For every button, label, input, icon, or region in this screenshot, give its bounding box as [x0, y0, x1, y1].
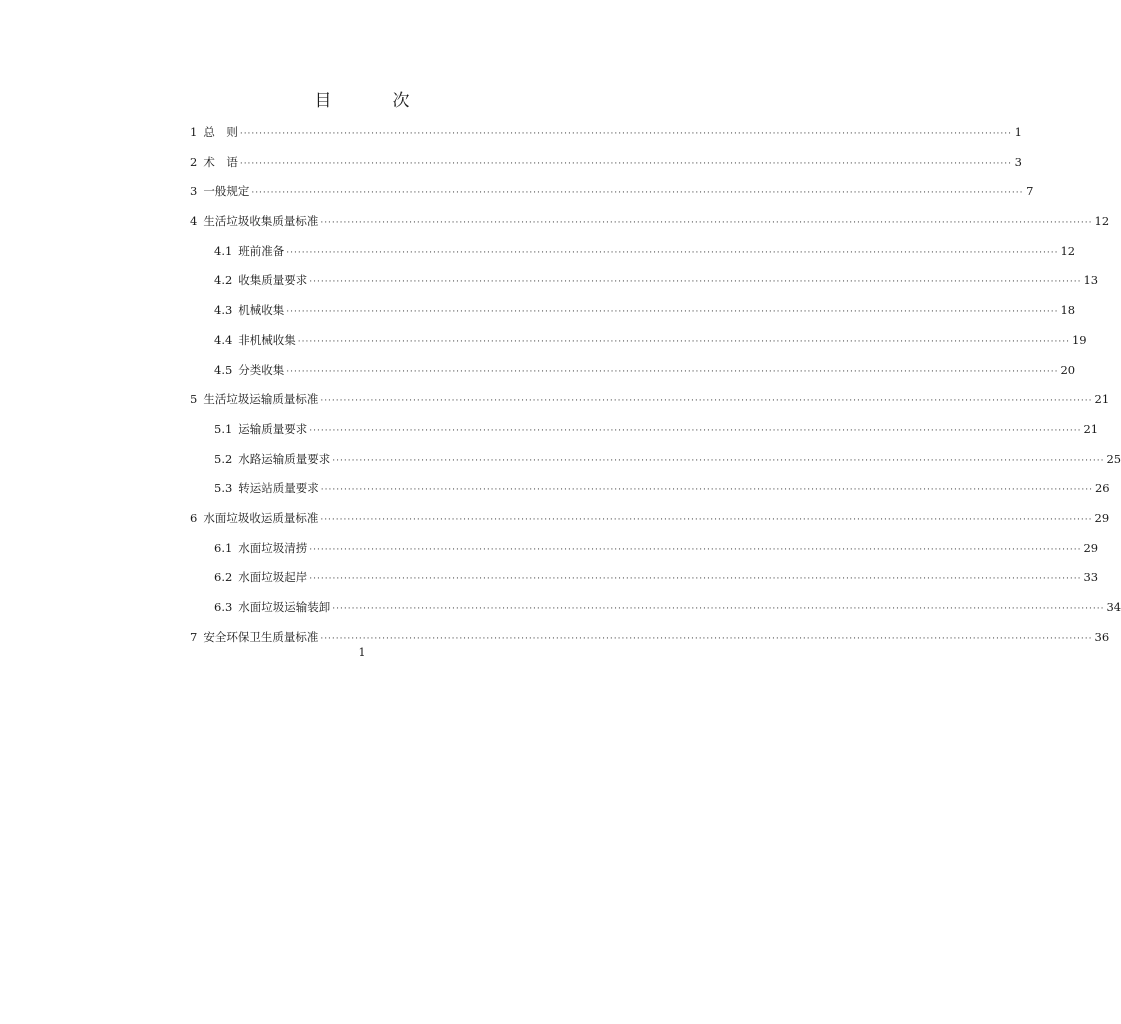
toc-entry-number: 4	[190, 214, 198, 229]
toc-entry[interactable]	[190, 385, 1110, 415]
toc-entry-number: 6.3	[214, 600, 233, 614]
toc-entry[interactable]	[190, 474, 1110, 504]
toc-entry-number: 7	[190, 629, 198, 644]
toc-dot-leader: ········································································································································································································	[251, 188, 1024, 199]
toc-entry-page: 29	[1083, 540, 1099, 555]
toc-entry-page: 36	[1094, 629, 1110, 644]
toc-entry[interactable]	[190, 415, 1099, 445]
toc-title: 目 次	[314, 91, 432, 111]
toc-entry-label: 转运站质量要求	[238, 481, 319, 496]
toc-dot-leader: ········································································································································································································	[309, 574, 1082, 585]
toc-dot-leader: ········································································································································································································	[332, 604, 1105, 614]
toc-dot-leader: ········································································································································································································	[332, 455, 1105, 466]
toc-entry-page: 3	[1014, 154, 1022, 169]
toc-entry-label: 生活垃圾收集质量标准	[203, 214, 319, 229]
toc-entry-page: 34	[1106, 600, 1121, 614]
toc-entry[interactable]	[190, 534, 1099, 564]
toc-entry-label: 水面垃圾收运质量标准	[203, 510, 319, 525]
toc-entry[interactable]	[190, 504, 1110, 534]
toc-entry-label: 一般规定	[203, 184, 250, 199]
toc-dot-leader: ········································································································································································································	[320, 218, 1093, 229]
toc-entry-label: 安全环保卫生质量标准	[203, 629, 319, 644]
toc-entry-number: 4.5	[214, 362, 233, 377]
toc-entry[interactable]	[190, 356, 1076, 386]
toc-entry[interactable]	[190, 266, 1099, 296]
toc-dot-leader: ········································································································································································································	[286, 366, 1059, 377]
toc-entry-number: 5.2	[214, 451, 233, 466]
toc-entry-number: 1	[190, 125, 198, 139]
toc-dot-leader: ········································································································································································································	[297, 336, 1070, 347]
toc-dot-leader: ········································································································································································································	[286, 307, 1059, 318]
toc-dot-leader: ········································································································································································································	[309, 277, 1082, 288]
toc-entry-page: 21	[1094, 392, 1110, 407]
toc-entry-number: 6.2	[214, 570, 233, 585]
toc-entry-number: 6.1	[214, 540, 233, 555]
toc-entry-label: 术 语	[203, 154, 238, 169]
toc-entry-number: 4.1	[214, 243, 233, 258]
toc-entry-label: 生活垃圾运输质量标准	[203, 392, 319, 407]
toc-entry-page: 20	[1060, 362, 1076, 377]
toc-entry-page: 13	[1083, 273, 1099, 288]
toc-entry-number: 3	[190, 184, 198, 199]
toc-entry-number: 5.1	[214, 421, 233, 436]
toc-dot-leader: ········································································································································································································	[239, 158, 1012, 169]
toc-entry-page: 29	[1094, 510, 1110, 525]
toc-entry[interactable]	[190, 445, 1121, 475]
toc-entry-page: 25	[1106, 451, 1121, 466]
toc-entry[interactable]	[190, 563, 1099, 593]
toc-dot-leader: ········································································································································································································	[320, 514, 1093, 525]
toc-entry[interactable]	[190, 326, 1087, 356]
toc-dot-leader: ········································································································································································································	[320, 396, 1093, 407]
toc-entry-page: 12	[1060, 243, 1076, 258]
toc-dot-leader: ········································································································································································································	[239, 129, 1012, 139]
toc-entry-page: 12	[1094, 214, 1110, 229]
toc-entry-page: 7	[1026, 184, 1034, 199]
toc-entry-page: 19	[1071, 332, 1087, 347]
toc-entry-number: 5.3	[214, 481, 233, 496]
toc-entry-label: 非机械收集	[238, 332, 296, 347]
toc-entry-label: 运输质量要求	[238, 421, 308, 436]
toc-entry-label: 收集质量要求	[238, 273, 308, 288]
toc-dot-leader: ········································································································································································································	[320, 485, 1093, 496]
toc-entry-page: 33	[1083, 570, 1099, 585]
toc-entry-number: 5	[190, 392, 198, 407]
toc-entry[interactable]	[190, 118, 1022, 148]
toc-dot-leader: ········································································································································································································	[309, 425, 1082, 436]
toc-entry-page: 1	[1014, 125, 1022, 139]
toc-dot-leader: ········································································································································································································	[320, 633, 1093, 644]
toc-entry-label: 水面垃圾起岸	[238, 570, 308, 585]
toc-entry[interactable]	[190, 177, 1034, 207]
toc-entry[interactable]	[190, 237, 1076, 267]
toc-entry-page: 18	[1060, 303, 1076, 318]
toc-entry-number: 6	[190, 510, 198, 525]
toc-entry-number: 4.3	[214, 303, 233, 318]
toc-entry-page: 26	[1094, 481, 1110, 496]
toc-entry[interactable]	[190, 296, 1076, 326]
toc-entry[interactable]	[190, 593, 1121, 623]
toc-entry-number: 2	[190, 154, 198, 169]
toc-entry-label: 水路运输质量要求	[238, 451, 331, 466]
toc-entry-label: 水面垃圾清捞	[238, 540, 308, 555]
toc-entry-label: 分类收集	[238, 362, 285, 377]
toc-entry[interactable]	[190, 207, 1110, 237]
toc-dot-leader: ········································································································································································································	[309, 544, 1082, 555]
toc-entry-number: 4.2	[214, 273, 233, 288]
toc-entry-label: 班前准备	[238, 243, 285, 258]
toc-entry-label: 水面垃圾运输装卸	[238, 600, 331, 614]
toc-entry-label: 机械收集	[238, 303, 285, 318]
toc-entry-number: 4.4	[214, 332, 233, 347]
toc-dot-leader: ········································································································································································································	[286, 247, 1059, 258]
toc-list	[190, 118, 1121, 652]
toc-entry[interactable]	[190, 148, 1022, 178]
toc-entry-label: 总 则	[203, 125, 238, 139]
toc-entry-page: 21	[1083, 421, 1099, 436]
page-number: 1	[358, 646, 366, 659]
